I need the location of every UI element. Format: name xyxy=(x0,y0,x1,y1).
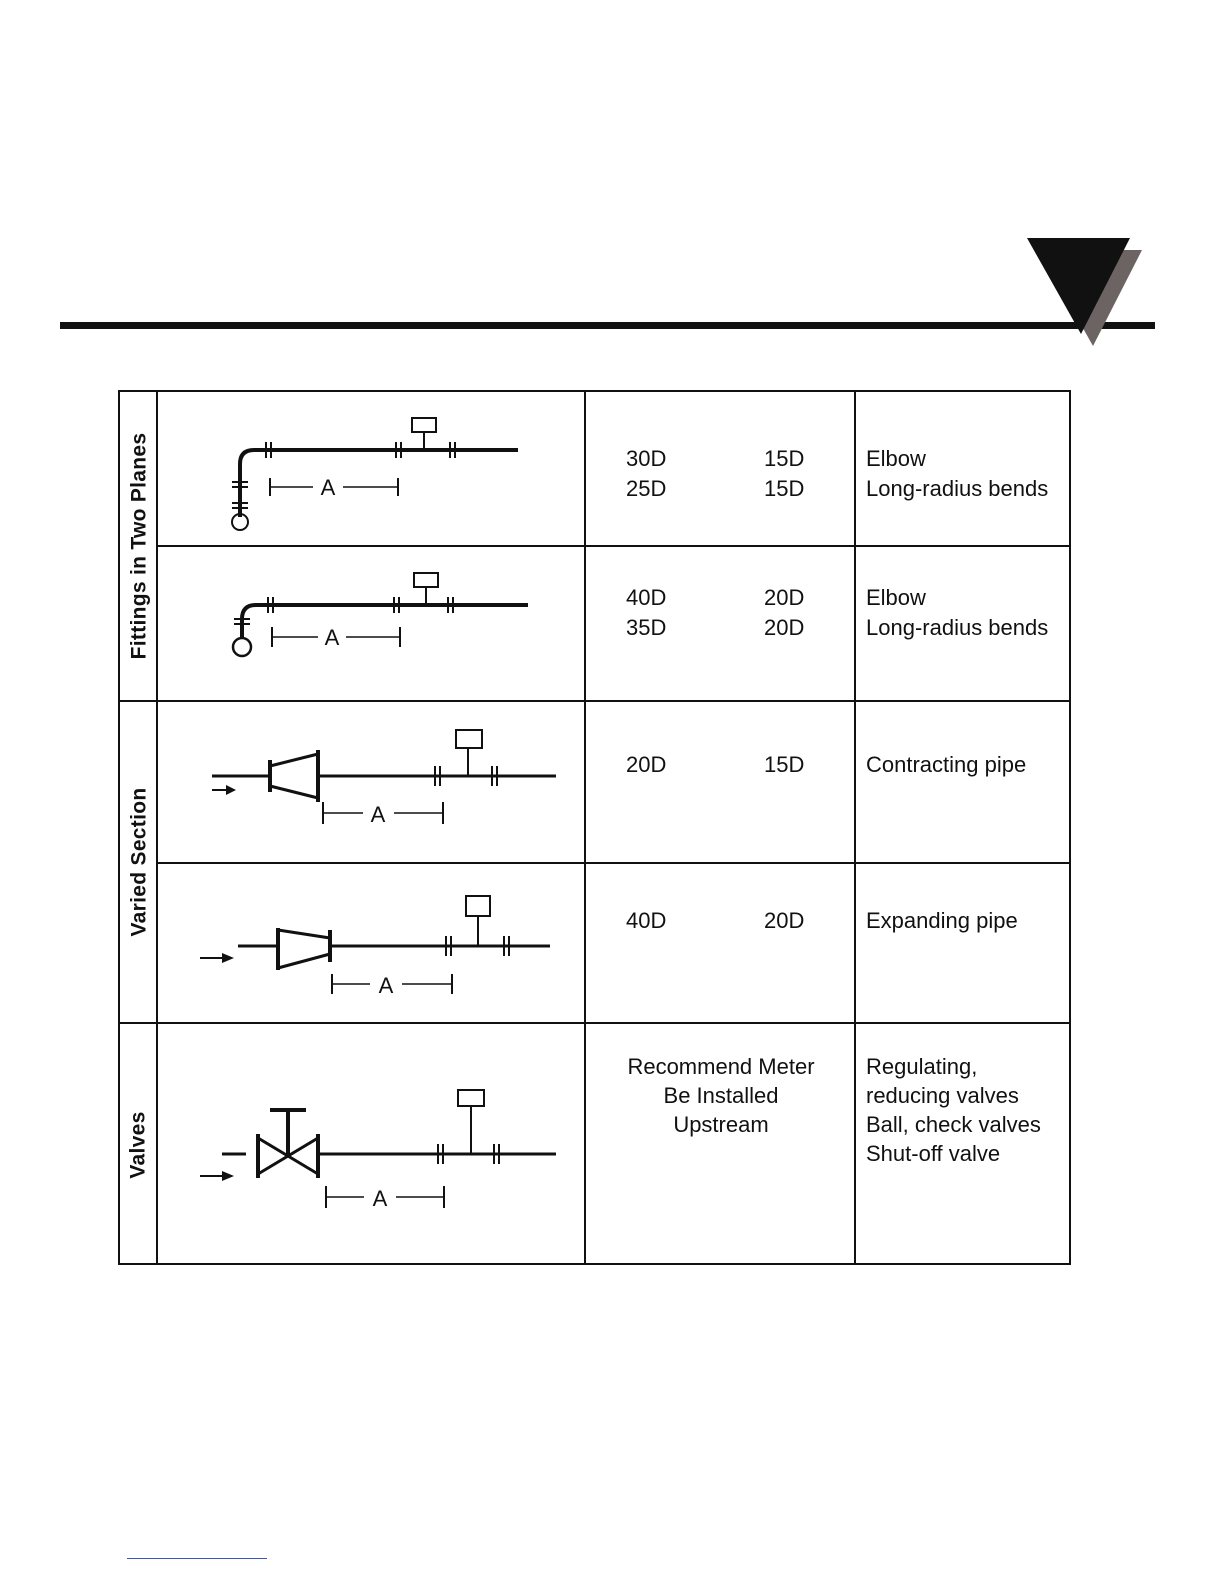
downstream-value: 15D xyxy=(764,752,805,777)
table-row xyxy=(158,702,1069,862)
valve-diagram xyxy=(158,1024,584,1265)
fitting-name: Elbow xyxy=(866,585,926,610)
upstream-value: 40D xyxy=(626,908,667,933)
upstream-value: 25D xyxy=(626,476,667,501)
table-row xyxy=(158,547,1069,700)
footer-link-underline[interactable] xyxy=(127,1558,267,1559)
downstream-value: 20D xyxy=(764,615,805,640)
distance-values xyxy=(586,444,856,504)
group-label-varied-section xyxy=(120,702,158,1022)
downstream-value: 15D xyxy=(764,476,805,501)
upstream-value: 30D xyxy=(626,446,667,471)
fitting-name: Regulating, xyxy=(866,1054,978,1079)
fitting-name: Long-radius bends xyxy=(866,476,1049,501)
fitting-name: Ball, check valves xyxy=(866,1112,1041,1137)
fitting-name: reducing valves xyxy=(866,1083,1019,1108)
fitting-description xyxy=(866,906,1071,936)
upstream-value: 40D xyxy=(626,585,667,610)
group-label-text: Fittings in Two Planes xyxy=(127,432,151,660)
distance-values xyxy=(586,906,856,936)
svg-text:A: A xyxy=(370,802,386,827)
downstream-value: 20D xyxy=(764,585,805,610)
svg-text:A: A xyxy=(324,625,340,650)
header-rule xyxy=(60,322,1155,329)
flowmeter-installation-table xyxy=(118,390,1071,1265)
upstream-value: 35D xyxy=(626,615,667,640)
svg-text:A: A xyxy=(378,973,394,998)
svg-text:A: A xyxy=(320,475,336,500)
fitting-name: Elbow xyxy=(866,446,926,471)
group-label-fittings xyxy=(120,392,158,700)
svg-text:A: A xyxy=(372,1186,388,1211)
flow-arrow-icon xyxy=(226,785,236,795)
upstream-value: 20D xyxy=(626,752,667,777)
downstream-value: 15D xyxy=(764,446,805,471)
flow-arrow-icon xyxy=(222,1171,234,1181)
distance-values xyxy=(586,750,856,780)
table-row xyxy=(158,1024,1069,1265)
expanding-pipe-diagram xyxy=(158,864,584,1022)
group-label-text: Valves xyxy=(127,1110,151,1179)
fitting-description xyxy=(866,1052,1071,1168)
flow-arrow-icon xyxy=(222,953,234,963)
upstream-recommendation xyxy=(586,1052,856,1139)
group-label-text: Varied Section xyxy=(127,787,150,937)
table-row xyxy=(158,392,1069,545)
fitting-description xyxy=(866,583,1071,643)
fitting-description xyxy=(866,444,1071,504)
distance-values xyxy=(586,583,856,643)
group-label-valves xyxy=(120,1024,158,1265)
recommendation-line: Be Installed xyxy=(663,1083,779,1108)
recommendation-line: Upstream xyxy=(673,1112,769,1137)
omega-triangle-logo-icon xyxy=(1025,236,1155,348)
fitting-name: Expanding pipe xyxy=(866,908,1018,933)
fitting-name: Long-radius bends xyxy=(866,615,1049,640)
fitting-name: Contracting pipe xyxy=(866,752,1027,777)
contracting-pipe-diagram xyxy=(158,702,584,862)
elbow-two-planes-diagram xyxy=(158,392,584,545)
fitting-description xyxy=(866,750,1071,780)
fitting-name: Shut-off valve xyxy=(866,1141,1001,1166)
table-row xyxy=(158,864,1069,1022)
downstream-value: 20D xyxy=(764,908,805,933)
elbow-two-planes-diagram-2 xyxy=(158,547,584,700)
recommendation-line: Recommend Meter xyxy=(627,1054,815,1079)
